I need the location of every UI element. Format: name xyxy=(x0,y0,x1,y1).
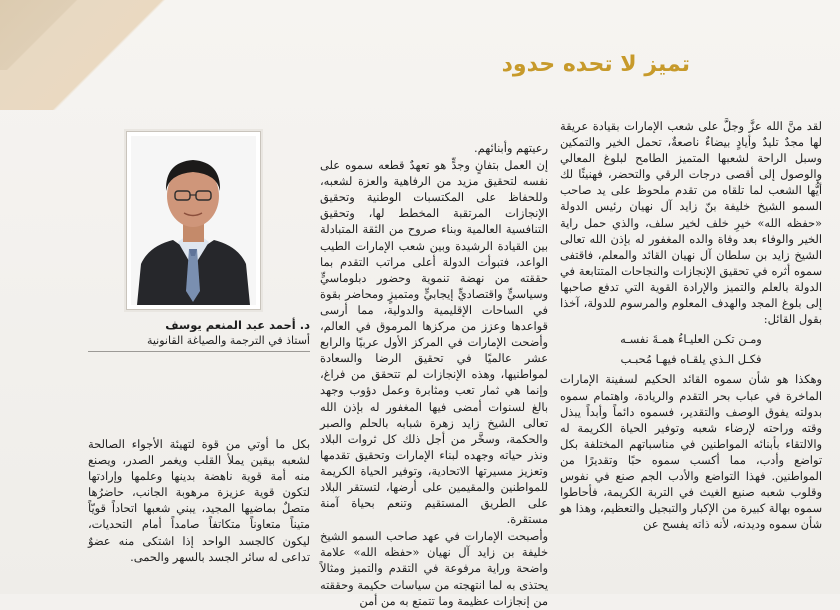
paragraph: بكل ما أوتي من قوة لتهيئة الأجواء الصالحة لشعبه بيقين يملأ القلب ويغمر الصدر، ويصنع منه أمة قوية ناهضة بدينها وعلمها وإرادتها لتكون قوية عزيزة مرهوبة الجانب، حاضرُها متصلٌ بماضيها المجيد، يبني شعبها اتحاداً قويّاً متيناً متعاوناً متكاتفاً صامداً أمام التحديات، ليكون كالجسد الواحد إذا اشتكى منه عضوٌ تداعى له سائر الجسد بالسهر والحمى. xyxy=(88,437,310,564)
article-column-middle xyxy=(320,140,548,610)
author-role: أستاذ في الترجمة والصياغة القانونية xyxy=(88,334,310,352)
article-title: تميز لا تحده حدود xyxy=(501,52,690,77)
author-portrait-illustration xyxy=(131,136,256,305)
paragraph: إن العمل بتفانٍ وجدٍّ هو تعهدٌ قطعه سموه على نفسه لتحقيق مزيد من الرفاهية والعزة لشعبه، وللحفاظ على المكتسبات الوطنية وتحقيق الإنجازات المرتقبة المخطط لها، وتحقيق التنافسية العالمية وبناء صروح من الثقة المتبادلة بين القيادة الرشيدة وبين شعب الإمارات الطيب الواعد، فتبوأت الدولة أعلى مراتب التقدم بما حققته من نهضة تنموية وحضور دبلوماسيٍّ وسياسيٍّ واقتصاديٍّ إيجابيٍّ ومتميزٍ ومحاضر بقوة في الساحات الإقليمية والدولية، مما أرسى قواعدها وعزز من مركزها المرموق في العالم، وأضحت الإمارات في المركز الأول عربيًا والرابع عشر عالميًا في تحقيق الرضا والسعادة لمواطنيها، وهذه الإنجازات لم تتحقق من فراغ، وإنما هي ثمار تعب ومثابرة وعمل دؤوب وجهد بالغ لسنوات أمضى فيها المغفور له بإذن الله تعالى الشيخ زايد زهرة شبابه بالحلم والصبر والحكمة، وسخَّر من أجل ذلك كل ثروات البلاد ونذر حياته وجهده لبناء الإمارات وتحقيق تقدمها وتعزيز مسيرتها الاتحادية، وتوفير الحياة الكريمة للمواطنين والمقيمين على أرضها، لتستقر البلاد على الطريق المستقيم وتنعم بحياة آمنة مستقرة. xyxy=(320,158,548,527)
paragraph: وهكذا هو شأن سموه القائد الحكيم لسفينة الإمارات الماخرة في عباب بحر التقدم والريادة، واهتمام سموه بدولته يفوق الوصف والتقدير، فسموه دائماً وأبداً يبذل وقته وراحته لإرضاء شعبه وتوفير الحياة الكريمة له والالتقاء بأبنائه المواطنين في مناسباتهم المختلفة بكل تواضع وأدب، مما أكسب سموه حبًا وتقديرًا من المواطنين. فهذا التواضع والأدب الجم صنع في نفوس وقلوب شعبه صنيع الغيث في التربة الكريمة، فأحاطوا سموه بهالة كبيرة من الإكبار والتبجيل والتعظيم، وهذا هو شأن سموه وديدنه، لأنه ذاته يفسح عن xyxy=(560,372,822,532)
author-byline xyxy=(88,318,310,352)
poem-verse: ومـن تكـن العليـاءُ همـةَ نفسـه xyxy=(620,332,762,347)
paragraph: لقد منَّ الله عزَّ وجلَّ على شعب الإمارات بقيادة عريقة لها مجدٌ تليدٌ وأيادٍ بيضاءٌ ناصعةٌ، تحمل الخير والتمكين وسبل الراحة لشعبها المتميز الطامح لبلوغ المعالي والوصول إلى أقصى درجات الرقي والتحضر، فهنيئًا لك أيُّها الشعب لما تلقاه من تقدم ملحوظ على يد صاحب السمو الشيخ خليفة بنّ زايد آل نهيان رئيس الدولة «حفظه الله» خيرِ خلف لخير سلف، والذي حمل راية الخير والوفاء بعد وفاة والده المغفور له بإذن الله تعالى الشيخ زايد بن سلطان آل نهيان القائد والمعلم، فاقتفى سموه أثره في تحقيق الإنجازات والنجاحات المتتابعة في الدولة بالعلم والتميز والإرادة القوية التي تدفع صاحبها إلى بلوغ المجد والهدف المعلوم والمرسوم للدولة، آخذا بقول القائل: xyxy=(560,119,822,327)
author-photo-frame xyxy=(126,131,261,310)
poem-verse: فكـل الـذي يلقـاه فيهـا مُحبـب xyxy=(620,352,762,367)
author-photo xyxy=(131,136,256,305)
paragraph: وأصبحت الإمارات في عهد صاحب السمو الشيخ خليفة بن زايد آل نهيان «حفظه الله» علامة واضحة وراية مرفوعة في التقدم والتميز ومثالاً يحتذى به لما انتهجته من سياسات حكيمة وحققته من إنجازات عظيمة وما تتمتع به من أمن xyxy=(320,529,548,608)
author-name: د. أحمد عبد المنعم يوسف xyxy=(165,318,310,332)
decorative-corner-band-inner xyxy=(0,0,120,70)
article-column-left xyxy=(88,436,310,566)
paragraph: رعيتهم وأبنائهم. xyxy=(474,141,548,155)
article-column-right xyxy=(560,118,822,533)
